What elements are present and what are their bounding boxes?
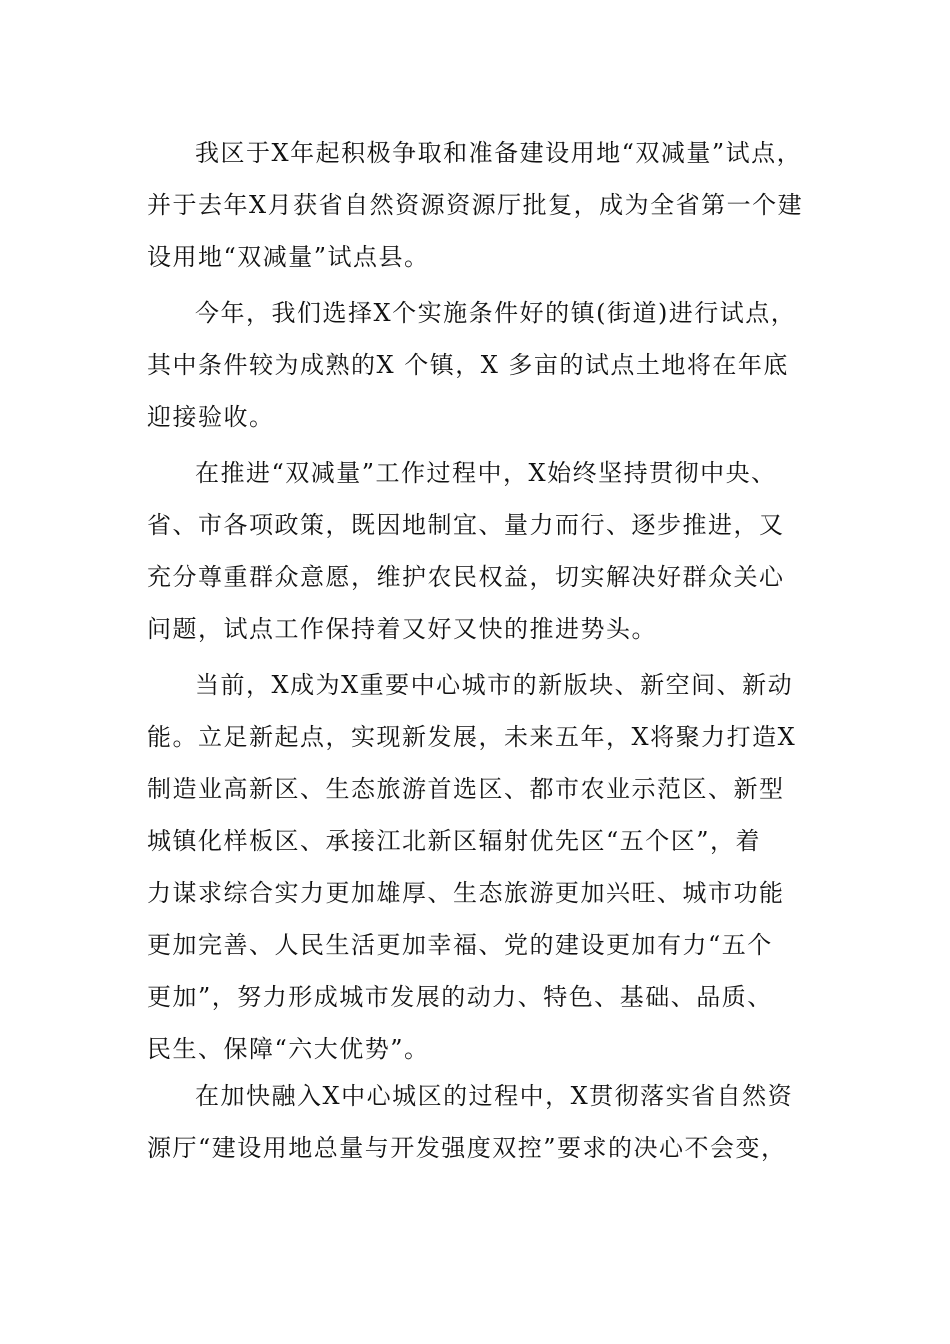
text-line: 我区于X年起积极争取和准备建设用地“双减量”试点，: [195, 139, 803, 167]
paragraph-4: [147, 659, 817, 1075]
paragraph-5: [147, 1070, 817, 1174]
text-line: 设用地“双减量”试点县。: [147, 243, 430, 271]
paragraph-3: [147, 447, 817, 655]
text-line: 更加”，努力形成城市发展的动力、特色、基础、品质、: [147, 983, 773, 1011]
text-line: 并于去年X月获省自然资源资源厅批复，成为全省第一个建: [147, 191, 804, 219]
text-line: 制造业高新区、生态旅游首选区、都市农业示范区、新型: [147, 775, 785, 803]
text-line: 今年，我们选择X个实施条件好的镇(街道)进行试点，: [195, 299, 797, 327]
text-line: 民生、保障“六大优势”。: [147, 1035, 430, 1063]
text-line: 在推进“双减量”工作过程中，X始终坚持贯彻中央、: [195, 459, 777, 487]
text-line: 力谋求综合实力更加雄厚、生态旅游更加兴旺、城市功能: [147, 879, 785, 907]
text-line: 城镇化样板区、承接江北新区辐射优先区“五个区”，着: [147, 827, 762, 855]
text-line: 迎接验收。: [147, 403, 275, 431]
text-line: 在加快融入X中心城区的过程中，X贯彻落实省自然资: [195, 1082, 794, 1110]
text-line: 当前，X成为X重要中心城市的新版块、新空间、新动: [195, 671, 794, 699]
text-line: 充分尊重群众意愿，维护农民权益，切实解决好群众关心: [147, 563, 785, 591]
paragraph-2: [147, 287, 817, 443]
text-line: 能。立足新起点，实现新发展，未来五年，X将聚力打造X: [147, 723, 797, 751]
text-line: 更加完善、人民生活更加幸福、党的建设更加有力“五个: [147, 931, 773, 959]
text-line: 源厅“建设用地总量与开发强度双控”要求的决心不会变，: [147, 1134, 787, 1162]
text-line: 省、市各项政策，既因地制宜、量力而行、逐步推进，又: [147, 511, 785, 539]
paragraph-1: [147, 127, 817, 283]
text-line: 其中条件较为成熟的X 个镇，X 多亩的试点土地将在年底: [147, 351, 789, 379]
text-line: 问题，试点工作保持着又好又快的推进势头。: [147, 615, 657, 643]
